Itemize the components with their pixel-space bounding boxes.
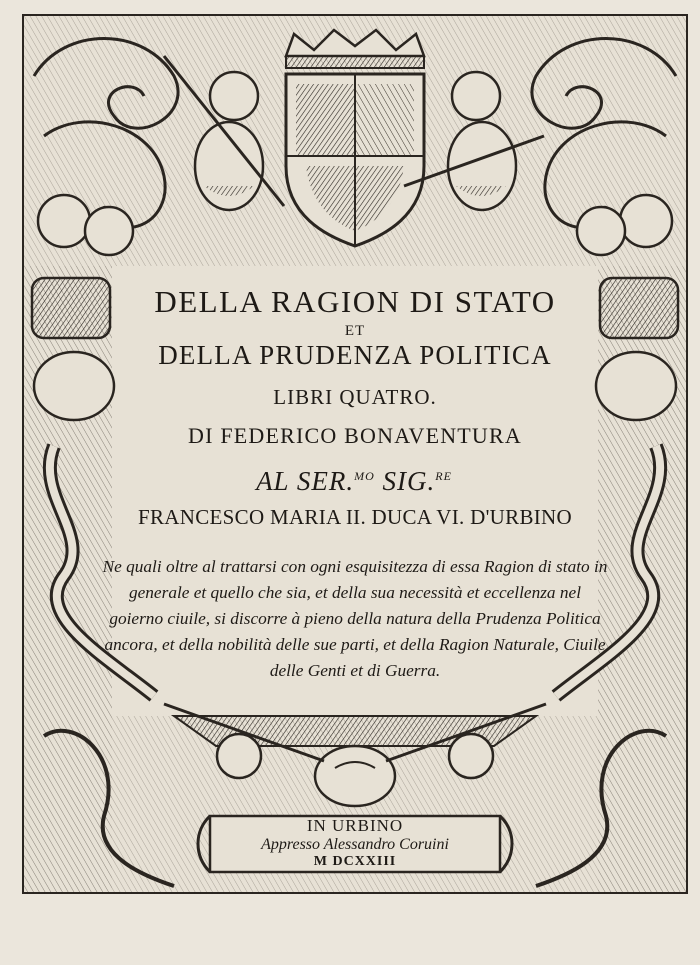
- imprint-cartouche: [229, 816, 481, 870]
- dedicatee-line: FRANCESCO MARIA II. DUCA VI. D'URBINO: [138, 505, 572, 529]
- dedication-superscript-2: RE: [435, 469, 452, 483]
- author-line: DI FEDERICO BONAVENTURA: [188, 423, 522, 448]
- title-line-4: LIBRI QUATRO.: [273, 385, 437, 409]
- dedication-mid: SIG.: [374, 466, 436, 496]
- title-line-3: DELLA PRUDENZA POLITICA: [158, 340, 552, 370]
- dedication-prefix: AL SER.: [256, 466, 355, 496]
- dedication-superscript-1: MO: [354, 469, 375, 483]
- coat-of-arms-icon: [286, 74, 424, 246]
- engraved-frontispiece: [22, 14, 688, 894]
- title-line-1: DELLA RAGION DI STATO: [154, 284, 556, 319]
- imprint-printer: Appresso Alessandro Coruini: [261, 836, 449, 853]
- ornamental-border: [24, 16, 686, 892]
- description-text: Ne quali oltre al trattarsi con ogni esquisitezza di essa Ragion di stato in generale et quello che sia, et della sua necessità et eccellenza nel goierno ciuile, si discorre à pieno della natura della Prudenza Politica ancora, et della nobilità delle sue parti, et della Ragion Naturale, Ciuile delle Genti et di Guerra.: [102, 557, 608, 680]
- dedication-line: [204, 466, 504, 497]
- imprint-year: M DCXXIII: [313, 854, 397, 869]
- imprint-place: IN URBINO: [306, 816, 404, 835]
- title-line-2: ET: [344, 323, 366, 339]
